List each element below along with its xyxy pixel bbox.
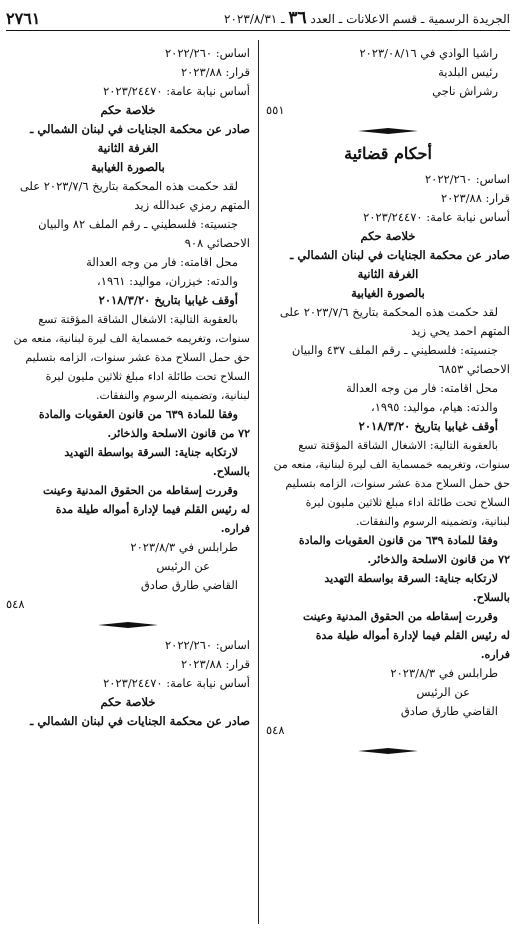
case-base: اساس: ٢٠٢٢/٢٦٠ bbox=[164, 46, 250, 60]
ruling-text: لقد حكمت هذه المحكمة بتاريخ ٢٠٢٣/٧/٦ على bbox=[19, 179, 238, 193]
court-line: صادر عن محكمة الجنايات في لبنان الشمالي ـ bbox=[289, 248, 510, 262]
absentia-line: بالصورة الغيابية bbox=[351, 286, 425, 300]
section-title: أحكام قضائية bbox=[344, 144, 432, 163]
on-behalf-of-president: عن الرئيس bbox=[156, 559, 210, 573]
case-base: اساس: ٢٠٢٢/٢٦٠ bbox=[424, 172, 510, 186]
reference-number: ٥٤٨ bbox=[266, 723, 285, 737]
signature-title: رئيس البلدية bbox=[438, 65, 498, 79]
crime-text: لارتكابه جناية: السرقة بواسطة التهديد bbox=[324, 572, 498, 585]
judge-name: القاضي طارق صادق bbox=[400, 704, 498, 718]
statistic-number: الاحصائي ٩٠٨ bbox=[184, 236, 250, 250]
chamber-line: الغرفة الثانية bbox=[357, 267, 419, 281]
penalty-text: حق حمل السلاح مدة عشر سنوات، الزامه بتسليم bbox=[25, 351, 250, 364]
column-divider bbox=[258, 40, 259, 924]
law-text: ٧٢ من قانون الاسلحة والذخائر. bbox=[107, 427, 250, 440]
place-date: طرابلس في ٢٠٢٣/٨/٣ bbox=[390, 666, 498, 680]
reference-number: ٥٥١ bbox=[266, 103, 285, 117]
case-decision: قرار: ٢٠٢٣/٨٨ bbox=[440, 191, 510, 205]
nationality-text: جنسيته: فلسطيني ـ رقم الملف ٤٣٧ والبيان bbox=[291, 343, 498, 357]
court-line: صادر عن محكمة الجنايات في لبنان الشمالي ـ bbox=[29, 714, 250, 728]
left-column bbox=[6, 44, 250, 731]
issue-date: ـ ٢٠٢٣/٨/٣١ bbox=[224, 12, 285, 26]
case-base: اساس: ٢٠٢٢/٢٦٠ bbox=[164, 638, 250, 652]
birth-text: والدته: خيزران، مواليد: ١٩٦١، bbox=[97, 274, 238, 288]
penalty-text: لبنانية، وتضمينه الرسوم والنفقات. bbox=[355, 515, 510, 528]
separator-ornament bbox=[98, 622, 158, 628]
page-header bbox=[6, 6, 510, 31]
accused-name: المتهم احمد يحي زيد bbox=[411, 324, 510, 338]
case-prosecution: أساس نيابة عامة: ٢٠٢٣/٢٤٤٧٠ bbox=[103, 676, 250, 690]
separator-ornament bbox=[358, 748, 418, 754]
page-number: ٢٧٦١ bbox=[6, 9, 41, 28]
law-text: ٧٢ من قانون الاسلحة والذخائر. bbox=[367, 553, 510, 566]
case-prosecution: أساس نيابة عامة: ٢٠٢٣/٢٤٤٧٠ bbox=[103, 84, 250, 98]
signature-name: رشراش ناجي bbox=[432, 84, 498, 98]
accused-name: المتهم رمزي عبدالله زيد bbox=[134, 198, 250, 212]
penalty-text: بالعقوبة التالية: الاشغال الشاقة المؤقتة تسع bbox=[298, 439, 498, 452]
on-behalf-of-president: عن الرئيس bbox=[416, 685, 470, 699]
civil-rights-text: فراره. bbox=[480, 648, 510, 661]
nationality-text: جنسيته: فلسطيني ـ رقم الملف ٨٢ والبيان bbox=[38, 217, 238, 231]
penalty-text: السلاح تحت طائلة اداء مبلغ ثلاثين مليون ليرة bbox=[305, 496, 510, 509]
court-line: صادر عن محكمة الجنايات في لبنان الشمالي ـ bbox=[29, 122, 250, 136]
reference-number: ٥٤٨ bbox=[6, 597, 25, 611]
civil-rights-text: له رئيس القلم فيما لإدارة أمواله طيلة مدة bbox=[315, 629, 510, 642]
header-title-prefix: الجريدة الرسمية ـ قسم الاعلانات ـ العدد bbox=[310, 12, 510, 26]
law-text: وفقا للمادة ٦٣٩ من قانون العقوبات والمادة bbox=[38, 408, 238, 421]
place-date: طرابلس في ٢٠٢٣/٨/٣ bbox=[130, 540, 238, 554]
penalty-text: حق حمل السلاح مدة عشر سنوات، الزامه بتسليم bbox=[285, 477, 510, 490]
residence-text: محل اقامته: فار من وجه العدالة bbox=[346, 381, 498, 395]
statistic-number: الاحصائي ٦٨٥٣ bbox=[438, 362, 510, 376]
gazette-title bbox=[224, 8, 510, 28]
residence-text: محل اقامته: فار من وجه العدالة bbox=[86, 255, 238, 269]
absentia-line: بالصورة الغيابية bbox=[91, 160, 165, 174]
judge-name: القاضي طارق صادق bbox=[140, 578, 238, 592]
birth-text: والدته: هيام، مواليد: ١٩٩٥، bbox=[371, 400, 498, 414]
arrest-text: أوقف غيابيا بتاريخ ٢٠١٨/٣/٢٠ bbox=[98, 293, 238, 307]
judgment-summary-heading: خلاصة حكم bbox=[100, 695, 156, 709]
penalty-text: سنوات، وتغريمه خمسماية الف ليرة لبنانية، منعه من bbox=[273, 458, 510, 471]
penalty-text: لبنانية، وتضمينه الرسوم والنفقات. bbox=[95, 389, 250, 402]
crime-text: لارتكابه جناية: السرقة بواسطة التهديد bbox=[64, 446, 238, 459]
case-decision: قرار: ٢٠٢٣/٨٨ bbox=[180, 657, 250, 671]
civil-rights-text: وقررت إسقاطه من الحقوق المدنية وعينت bbox=[43, 484, 238, 497]
arrest-text: أوقف غيابيا بتاريخ ٢٠١٨/٣/٢٠ bbox=[358, 419, 498, 433]
penalty-text: السلاح تحت طائلة اداء مبلغ ثلاثين مليون ليرة bbox=[45, 370, 250, 383]
issue-number: ٣٦ bbox=[288, 8, 307, 28]
law-text: وفقا للمادة ٦٣٩ من قانون العقوبات والمادة bbox=[298, 534, 498, 547]
signature-place-date: راشيا الوادي في ٢٠٢٣/٠٨/١٦ bbox=[359, 46, 498, 60]
ruling-text: لقد حكمت هذه المحكمة بتاريخ ٢٠٢٣/٧/٦ على bbox=[279, 305, 498, 319]
civil-rights-text: له رئيس القلم فيما لإدارة أمواله طيلة مدة bbox=[55, 503, 250, 516]
civil-rights-text: وقررت إسقاطه من الحقوق المدنية وعينت bbox=[303, 610, 498, 623]
penalty-text: سنوات، وتغريمه خمسماية الف ليرة لبنانية، منعه من bbox=[13, 332, 250, 345]
judgment-summary-heading: خلاصة حكم bbox=[360, 229, 416, 243]
civil-rights-text: فراره. bbox=[220, 522, 250, 535]
judgment-summary-heading: خلاصة حكم bbox=[100, 103, 156, 117]
crime-text: بالسلاح. bbox=[212, 465, 250, 478]
case-prosecution: أساس نيابة عامة: ٢٠٢٣/٢٤٤٧٠ bbox=[363, 210, 510, 224]
crime-text: بالسلاح. bbox=[472, 591, 510, 604]
chamber-line: الغرفة الثانية bbox=[97, 141, 159, 155]
right-column bbox=[266, 44, 510, 762]
penalty-text: بالعقوبة التالية: الاشغال الشاقة المؤقتة تسع bbox=[38, 313, 238, 326]
separator-ornament bbox=[358, 128, 418, 134]
case-decision: قرار: ٢٠٢٣/٨٨ bbox=[180, 65, 250, 79]
